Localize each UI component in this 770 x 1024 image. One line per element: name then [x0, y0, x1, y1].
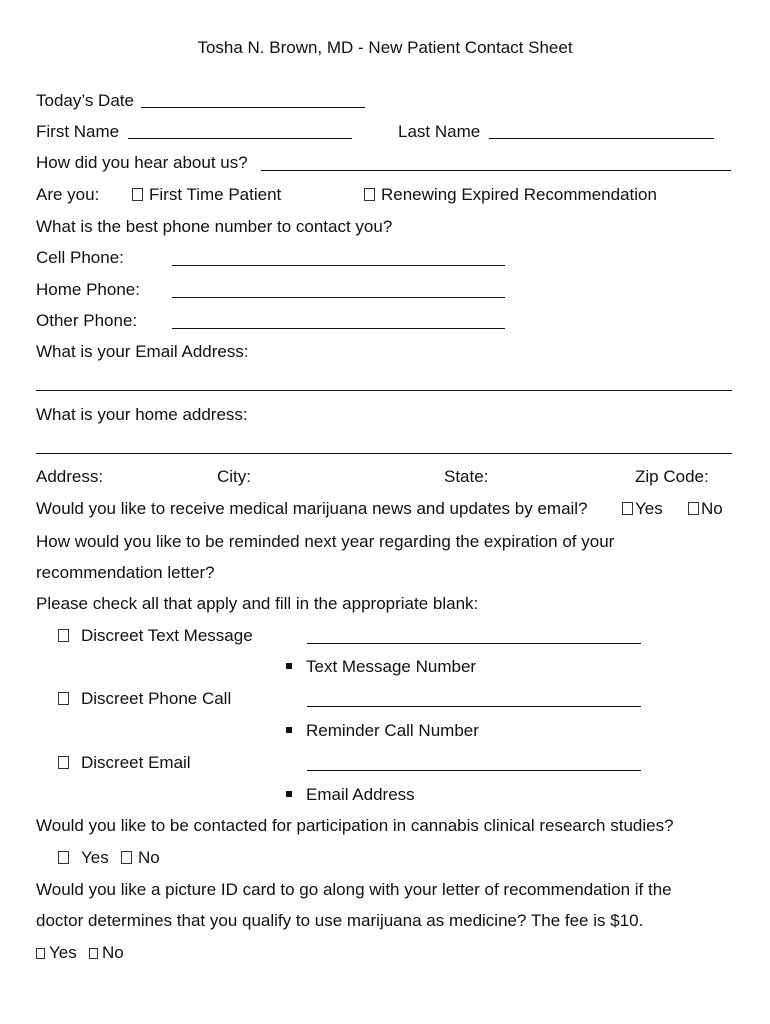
state-label: State:	[444, 467, 489, 486]
text-number-label: Text Message Number	[306, 657, 477, 676]
id-card-yes-option[interactable]	[36, 943, 77, 963]
research-yes-checkbox[interactable]	[58, 851, 69, 864]
best-phone-question: What is the best phone number to contact you?	[36, 217, 393, 236]
discreet-text-checkbox[interactable]	[58, 629, 69, 642]
news-yes-label: Yes	[635, 499, 663, 518]
discreet-email-label: Discreet Email	[81, 753, 191, 772]
home-phone-label: Home Phone:	[36, 280, 140, 299]
call-number-field[interactable]	[307, 706, 641, 707]
other-phone-field[interactable]	[172, 328, 505, 329]
last-name-label: Last Name	[398, 122, 481, 141]
id-card-no-checkbox[interactable]	[89, 948, 98, 959]
check-all-label: Please check all that apply and fill in the appropriate blank:	[36, 594, 479, 613]
are-you-label: Are you:	[36, 185, 100, 204]
hear-about-label: How did you hear about us?	[36, 153, 248, 172]
renewing-label: Renewing Expired Recommendation	[381, 185, 657, 204]
home-address-field[interactable]	[36, 453, 732, 454]
first-name-label: First Name	[36, 122, 120, 141]
cell-phone-field[interactable]	[172, 265, 505, 266]
discreet-text-option[interactable]	[58, 626, 253, 646]
bullet-icon	[286, 727, 292, 733]
research-no-checkbox[interactable]	[121, 851, 132, 864]
cell-phone-label: Cell Phone:	[36, 248, 124, 267]
email-address-item	[286, 785, 415, 805]
call-number-label: Reminder Call Number	[306, 721, 479, 740]
text-number-item	[286, 657, 476, 677]
id-card-yes-label: Yes	[49, 943, 77, 962]
remind-question-line1: How would you like to be reminded next year regarding the expiration of your	[36, 532, 615, 551]
text-number-field[interactable]	[307, 643, 641, 644]
id-card-question-line1: Would you like a picture ID card to go along with your letter of recommendation if the	[36, 880, 672, 899]
bullet-icon	[286, 663, 292, 669]
news-question: Would you like to receive medical marijuana news and updates by email?	[36, 499, 588, 518]
id-card-no-option[interactable]	[89, 943, 124, 963]
discreet-email-option[interactable]	[58, 753, 191, 773]
first-time-patient-checkbox[interactable]	[132, 188, 143, 201]
todays-date-label: Today’s Date	[36, 91, 134, 110]
last-name-field[interactable]	[489, 138, 714, 139]
hear-about-field[interactable]	[261, 170, 731, 171]
email-question: What is your Email Address:	[36, 342, 249, 361]
discreet-email-checkbox[interactable]	[58, 756, 69, 769]
address-label: Address:	[36, 467, 104, 486]
remind-question-line2: recommendation letter?	[36, 563, 215, 582]
research-question: Would you like to be contacted for participation in cannabis clinical research studies?	[36, 816, 674, 835]
email-field[interactable]	[36, 390, 732, 391]
research-yes-option[interactable]	[58, 848, 109, 868]
id-card-question-line2: doctor determines that you qualify to use marijuana as medicine? The fee is $10.	[36, 911, 644, 930]
renewing-checkbox[interactable]	[364, 188, 375, 201]
discreet-text-label: Discreet Text Message	[81, 626, 253, 645]
id-card-no-label: No	[102, 943, 124, 962]
page-title: Tosha N. Brown, MD - New Patient Contact Sheet	[197, 38, 573, 57]
email-address-label: Email Address	[306, 785, 415, 804]
renewing-option[interactable]	[364, 185, 657, 205]
home-address-question: What is your home address:	[36, 405, 248, 424]
zip-label: Zip Code:	[635, 467, 709, 486]
first-time-patient-label: First Time Patient	[149, 185, 282, 204]
home-phone-field[interactable]	[172, 297, 505, 298]
news-yes-checkbox[interactable]	[622, 502, 633, 515]
first-name-field[interactable]	[128, 138, 352, 139]
research-no-option[interactable]	[121, 848, 160, 868]
todays-date-field[interactable]	[141, 107, 365, 108]
city-label: City:	[217, 467, 251, 486]
reminder-email-field[interactable]	[307, 770, 641, 771]
research-no-label: No	[138, 848, 160, 867]
other-phone-label: Other Phone:	[36, 311, 138, 330]
news-yes-option[interactable]	[622, 499, 663, 519]
call-number-item	[286, 721, 479, 741]
news-no-label: No	[701, 499, 723, 518]
id-card-yes-checkbox[interactable]	[36, 948, 45, 959]
first-time-patient-option[interactable]	[132, 185, 281, 205]
discreet-call-label: Discreet Phone Call	[81, 689, 232, 708]
discreet-call-option[interactable]	[58, 689, 231, 709]
discreet-call-checkbox[interactable]	[58, 692, 69, 705]
news-no-option[interactable]	[688, 499, 723, 519]
bullet-icon	[286, 791, 292, 797]
news-no-checkbox[interactable]	[688, 502, 699, 515]
research-yes-label: Yes	[81, 848, 109, 867]
